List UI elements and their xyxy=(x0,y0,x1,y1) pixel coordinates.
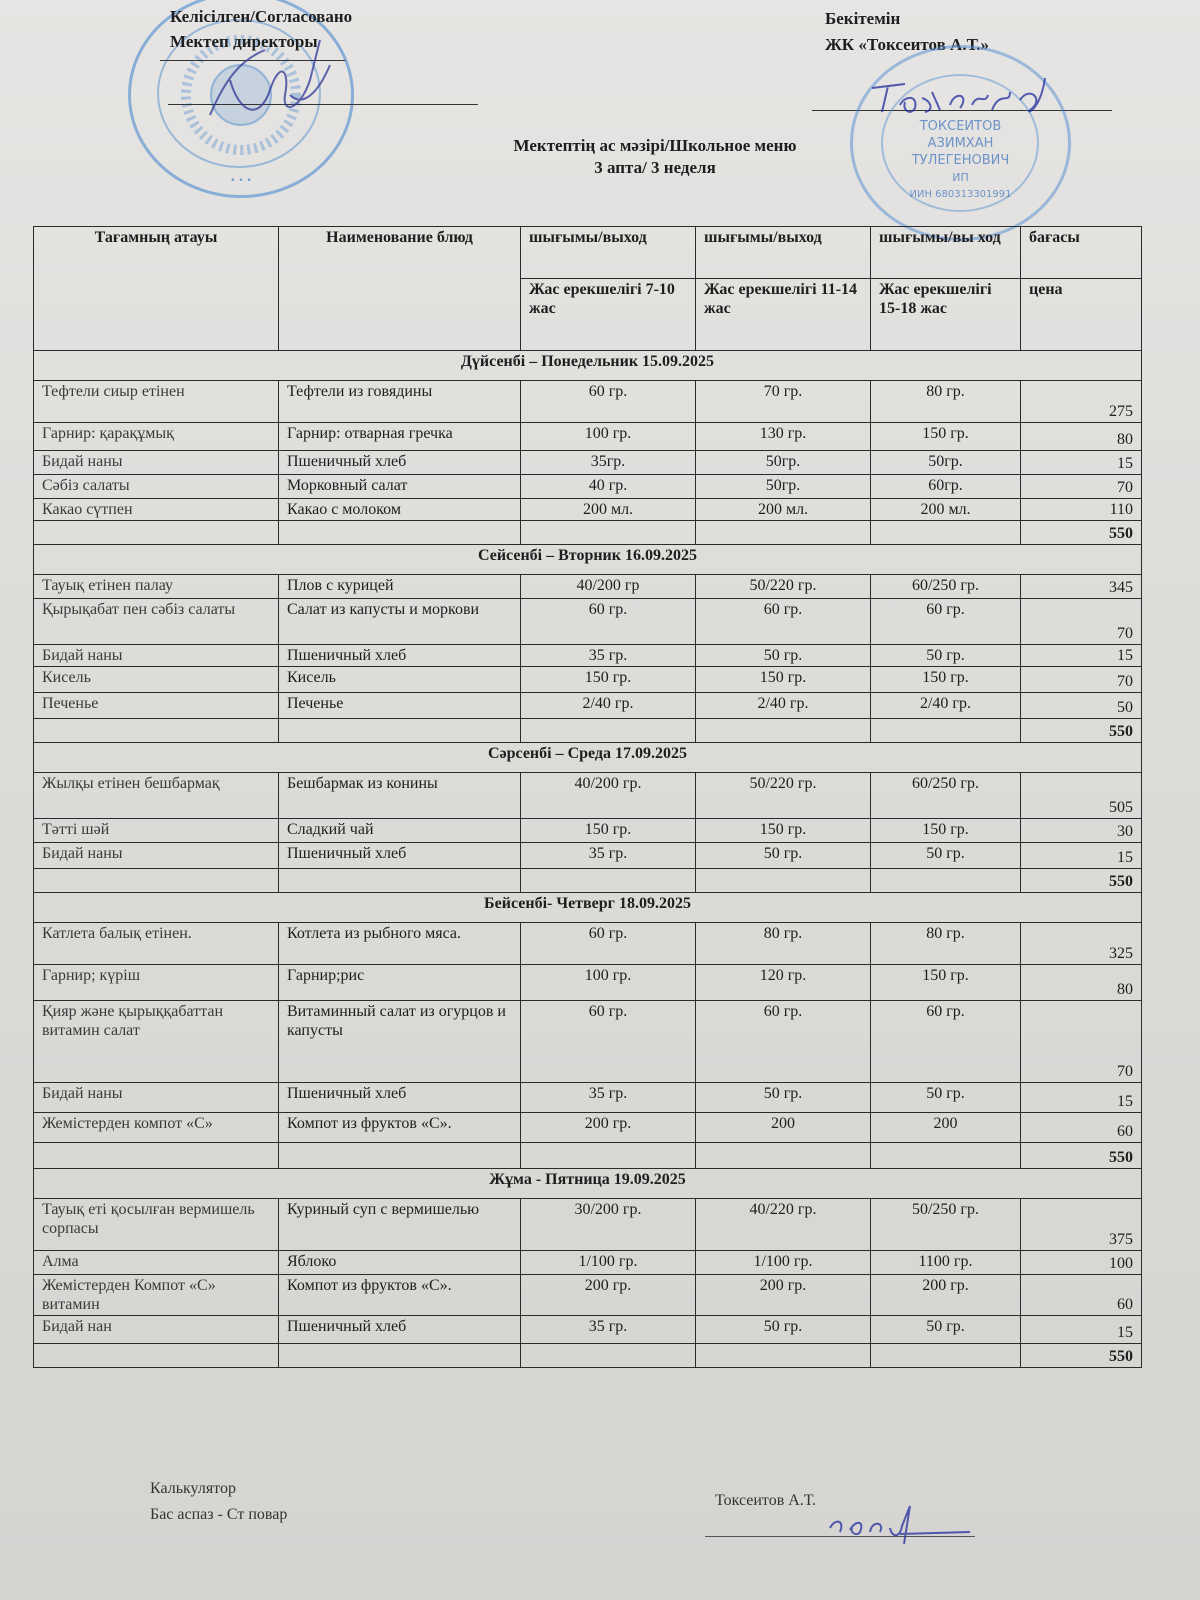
dish-name-kz: Какао сүтпен xyxy=(34,499,279,521)
portion-age-15-18: 150 гр. xyxy=(871,965,1021,1001)
table-row xyxy=(34,1113,1142,1143)
menu-week: 3 апта/ 3 неделя xyxy=(594,158,716,177)
portion-age-11-14: 200 гр. xyxy=(696,1275,871,1316)
dish-name-kz: Тәтті шәй xyxy=(34,819,279,843)
dish-name-ru: Пшеничный хлеб xyxy=(279,451,521,475)
col-header-price-kz: бағасы xyxy=(1021,227,1142,279)
portion-age-15-18: 60/250 гр. xyxy=(871,773,1021,819)
empty-cell xyxy=(696,719,871,743)
day-header-row xyxy=(34,545,1142,575)
table-row xyxy=(34,645,1142,667)
empty-cell xyxy=(696,869,871,893)
col-header-ru-name: Наименование блюд xyxy=(279,227,521,351)
empty-cell xyxy=(521,1143,696,1169)
day-total-price: 550 xyxy=(1021,869,1142,893)
calculator-label: Калькулятор xyxy=(150,1480,236,1497)
empty-cell xyxy=(34,869,279,893)
dish-price: 70 xyxy=(1021,599,1142,645)
svg-text:• • •: • • • xyxy=(230,176,252,186)
dish-price: 15 xyxy=(1021,645,1142,667)
portion-age-7-10: 150 гр. xyxy=(521,667,696,693)
menu-title: Мектептің ас мәзірі/Школьное меню xyxy=(513,136,797,155)
dish-name-ru: Компот из фруктов «С». xyxy=(279,1275,521,1316)
dish-price: 70 xyxy=(1021,1001,1142,1083)
head-cook-signature xyxy=(800,1498,990,1548)
portion-age-7-10: 30/200 гр. xyxy=(521,1199,696,1251)
table-row xyxy=(34,1316,1142,1344)
dish-name-kz: Жемістерден Компот «С» витамин xyxy=(34,1275,279,1316)
portion-age-7-10: 35 гр. xyxy=(521,645,696,667)
dish-name-kz: Бидай наны xyxy=(34,451,279,475)
portion-age-15-18: 60 гр. xyxy=(871,1001,1021,1083)
day-total-price: 550 xyxy=(1021,1344,1142,1368)
portion-age-7-10: 35 гр. xyxy=(521,1316,696,1344)
table-row xyxy=(34,819,1142,843)
menu-title-block xyxy=(0,135,1200,179)
empty-cell xyxy=(279,1344,521,1368)
day-title: Сәрсенбі – Среда 17.09.2025 xyxy=(34,743,1142,773)
portion-age-15-18: 150 гр. xyxy=(871,819,1021,843)
portion-age-15-18: 60/250 гр. xyxy=(871,575,1021,599)
portion-age-11-14: 70 гр. xyxy=(696,381,871,423)
portion-age-15-18: 50 гр. xyxy=(871,1316,1021,1344)
day-total-row xyxy=(34,1143,1142,1169)
dish-name-kz: Қияр және қырыққабаттан витамин салат xyxy=(34,1001,279,1083)
portion-age-7-10: 200 гр. xyxy=(521,1275,696,1316)
portion-age-7-10: 60 гр. xyxy=(521,599,696,645)
empty-cell xyxy=(871,1143,1021,1169)
col-header-output-3: шығымы/вы ход xyxy=(871,227,1021,279)
director-signature xyxy=(170,20,350,130)
portion-age-7-10: 60 гр. xyxy=(521,381,696,423)
entrepreneur-label: ЖК «Токсеитов А.Т.» xyxy=(825,35,989,54)
dish-name-kz: Бидай наны xyxy=(34,843,279,869)
portion-age-11-14: 200 xyxy=(696,1113,871,1143)
table-row xyxy=(34,475,1142,499)
dish-name-kz: Жылқы етінен бешбармақ xyxy=(34,773,279,819)
dish-price: 60 xyxy=(1021,1113,1142,1143)
dish-name-ru: Сладкий чай xyxy=(279,819,521,843)
dish-name-ru: Какао с молоком xyxy=(279,499,521,521)
portion-age-15-18: 60 гр. xyxy=(871,599,1021,645)
empty-cell xyxy=(696,521,871,545)
portion-age-11-14: 2/40 гр. xyxy=(696,693,871,719)
agreed-label: Келісілген/Согласовано xyxy=(170,7,353,26)
dish-name-ru: Морковный салат xyxy=(279,475,521,499)
dish-name-ru: Салат из капусты и моркови xyxy=(279,599,521,645)
day-total-price: 550 xyxy=(1021,521,1142,545)
entrepreneur-signature xyxy=(860,70,1060,120)
portion-age-15-18: 50 гр. xyxy=(871,645,1021,667)
dish-name-kz: Катлета балық етінен. xyxy=(34,923,279,965)
col-header-age-11-14: Жас ерекшелігі 11-14 жас xyxy=(696,279,871,351)
dish-price: 110 xyxy=(1021,499,1142,521)
table-row xyxy=(34,1001,1142,1083)
dish-name-kz: Жемістерден компот «С» xyxy=(34,1113,279,1143)
table-row xyxy=(34,1199,1142,1251)
table-header-row xyxy=(34,227,1142,279)
portion-age-7-10: 35 гр. xyxy=(521,1083,696,1113)
table-row xyxy=(34,575,1142,599)
table-row xyxy=(34,381,1142,423)
portion-age-15-18: 200 мл. xyxy=(871,499,1021,521)
dish-price: 15 xyxy=(1021,1083,1142,1113)
day-title: Сейсенбі – Вторник 16.09.2025 xyxy=(34,545,1142,575)
footer-signer-name: Токсеитов А.Т. xyxy=(715,1492,816,1509)
table-row xyxy=(34,1275,1142,1316)
empty-cell xyxy=(34,719,279,743)
portion-age-15-18: 50/250 гр. xyxy=(871,1199,1021,1251)
day-total-row xyxy=(34,869,1142,893)
empty-cell xyxy=(871,869,1021,893)
portion-age-15-18: 150 гр. xyxy=(871,423,1021,451)
approved-label: Бекітемін xyxy=(825,9,901,28)
empty-cell xyxy=(279,719,521,743)
dish-price: 70 xyxy=(1021,475,1142,499)
portion-age-7-10: 1/100 гр. xyxy=(521,1251,696,1275)
portion-age-7-10: 150 гр. xyxy=(521,819,696,843)
portion-age-15-18: 150 гр. xyxy=(871,667,1021,693)
dish-name-kz: Бидай наны xyxy=(34,1083,279,1113)
portion-age-11-14: 60 гр. xyxy=(696,1001,871,1083)
seal-name: АЗИМХАН xyxy=(927,136,994,151)
dish-name-kz: Кисель xyxy=(34,667,279,693)
day-header-row xyxy=(34,893,1142,923)
portion-age-15-18: 50гр. xyxy=(871,451,1021,475)
dish-name-ru: Печенье xyxy=(279,693,521,719)
dish-name-kz: Печенье xyxy=(34,693,279,719)
portion-age-11-14: 150 гр. xyxy=(696,667,871,693)
dish-price: 505 xyxy=(1021,773,1142,819)
dish-name-kz: Тауық еті қосылған вермишель сорпасы xyxy=(34,1199,279,1251)
dish-name-kz: Гарнир: қарақұмық xyxy=(34,423,279,451)
dish-price: 70 xyxy=(1021,667,1142,693)
day-total-row xyxy=(34,1344,1142,1368)
table-row xyxy=(34,1083,1142,1113)
portion-age-15-18: 60гр. xyxy=(871,475,1021,499)
table-row xyxy=(34,499,1142,521)
dish-name-kz: Қырықабат пен сәбіз салаты xyxy=(34,599,279,645)
portion-age-15-18: 200 гр. xyxy=(871,1275,1021,1316)
col-header-age-15-18: Жас ерекшелігі 15-18 жас xyxy=(871,279,1021,351)
table-row xyxy=(34,667,1142,693)
day-total-price: 550 xyxy=(1021,1143,1142,1169)
empty-cell xyxy=(696,1143,871,1169)
day-title: Жұма - Пятница 19.09.2025 xyxy=(34,1169,1142,1199)
table-row xyxy=(34,843,1142,869)
dish-name-ru: Гарнир: отварная гречка xyxy=(279,423,521,451)
portion-age-11-14: 50 гр. xyxy=(696,1083,871,1113)
table-row xyxy=(34,773,1142,819)
dish-price: 375 xyxy=(1021,1199,1142,1251)
portion-age-7-10: 35гр. xyxy=(521,451,696,475)
portion-age-11-14: 60 гр. xyxy=(696,599,871,645)
empty-cell xyxy=(696,1344,871,1368)
dish-name-kz: Гарнир; күріш xyxy=(34,965,279,1001)
empty-cell xyxy=(34,1344,279,1368)
empty-cell xyxy=(34,521,279,545)
portion-age-11-14: 130 гр. xyxy=(696,423,871,451)
dish-name-ru: Пшеничный хлеб xyxy=(279,1316,521,1344)
day-header-row xyxy=(34,351,1142,381)
day-header-row xyxy=(34,1169,1142,1199)
portion-age-11-14: 150 гр. xyxy=(696,819,871,843)
portion-age-11-14: 50/220 гр. xyxy=(696,773,871,819)
table-row xyxy=(34,451,1142,475)
footer-left-block xyxy=(150,1476,287,1528)
portion-age-15-18: 50 гр. xyxy=(871,1083,1021,1113)
portion-age-7-10: 40/200 гр. xyxy=(521,773,696,819)
seal-iin: ИИН 680313301991 xyxy=(909,189,1012,200)
table-row xyxy=(34,965,1142,1001)
day-header-row xyxy=(34,743,1142,773)
portion-age-11-14: 50гр. xyxy=(696,451,871,475)
portion-age-11-14: 200 мл. xyxy=(696,499,871,521)
dish-name-ru: Бешбармак из конины xyxy=(279,773,521,819)
col-header-output-2: шығымы/выход xyxy=(696,227,871,279)
col-header-price-ru: цена xyxy=(1021,279,1142,351)
portion-age-7-10: 35 гр. xyxy=(521,843,696,869)
dish-price: 15 xyxy=(1021,1316,1142,1344)
empty-cell xyxy=(34,1143,279,1169)
dish-price: 275 xyxy=(1021,381,1142,423)
portion-age-11-14: 50 гр. xyxy=(696,1316,871,1344)
day-total-price: 550 xyxy=(1021,719,1142,743)
table-row xyxy=(34,693,1142,719)
portion-age-7-10: 200 мл. xyxy=(521,499,696,521)
dish-name-ru: Витаминный салат из огурцов и капусты xyxy=(279,1001,521,1083)
dish-price: 50 xyxy=(1021,693,1142,719)
dish-name-kz: Бидай нан xyxy=(34,1316,279,1344)
dish-name-ru: Пшеничный хлеб xyxy=(279,1083,521,1113)
dish-name-kz: Алма xyxy=(34,1251,279,1275)
empty-cell xyxy=(871,521,1021,545)
dish-name-kz: Тефтели сиыр етінен xyxy=(34,381,279,423)
dish-price: 345 xyxy=(1021,575,1142,599)
dish-name-kz: Бидай наны xyxy=(34,645,279,667)
col-header-kz-name: Тағамның атауы xyxy=(34,227,279,351)
col-header-age-7-10: Жас ерекшелігі 7-10 жас xyxy=(521,279,696,351)
portion-age-11-14: 50гр. xyxy=(696,475,871,499)
portion-age-7-10: 100 гр. xyxy=(521,965,696,1001)
dish-name-ru: Тефтели из говядины xyxy=(279,381,521,423)
empty-cell xyxy=(279,1143,521,1169)
portion-age-15-18: 50 гр. xyxy=(871,843,1021,869)
dish-name-ru: Плов с курицей xyxy=(279,575,521,599)
portion-age-7-10: 2/40 гр. xyxy=(521,693,696,719)
dish-name-kz: Сәбіз салаты xyxy=(34,475,279,499)
dish-price: 60 xyxy=(1021,1275,1142,1316)
menu-table xyxy=(33,226,1142,1368)
menu-table-body xyxy=(34,351,1142,1368)
dish-price: 80 xyxy=(1021,423,1142,451)
empty-cell xyxy=(521,1344,696,1368)
portion-age-11-14: 120 гр. xyxy=(696,965,871,1001)
seal-type: ИП xyxy=(952,171,969,184)
day-title: Бейсенбі- Четверг 18.09.2025 xyxy=(34,893,1142,923)
table-row xyxy=(34,1251,1142,1275)
dish-price: 30 xyxy=(1021,819,1142,843)
day-total-row xyxy=(34,719,1142,743)
table-row xyxy=(34,599,1142,645)
dish-name-kz: Тауық етінен палау xyxy=(34,575,279,599)
empty-cell xyxy=(521,719,696,743)
portion-age-7-10: 200 гр. xyxy=(521,1113,696,1143)
portion-age-7-10: 60 гр. xyxy=(521,1001,696,1083)
portion-age-11-14: 80 гр. xyxy=(696,923,871,965)
dish-name-ru: Кисель xyxy=(279,667,521,693)
portion-age-11-14: 50 гр. xyxy=(696,645,871,667)
portion-age-15-18: 80 гр. xyxy=(871,381,1021,423)
dish-price: 15 xyxy=(1021,451,1142,475)
empty-cell xyxy=(279,521,521,545)
empty-cell xyxy=(871,719,1021,743)
dish-price: 325 xyxy=(1021,923,1142,965)
empty-cell xyxy=(521,521,696,545)
table-row xyxy=(34,423,1142,451)
portion-age-15-18: 2/40 гр. xyxy=(871,693,1021,719)
seal-surname: ТОКСЕИТОВ xyxy=(919,119,1002,134)
dish-name-ru: Пшеничный хлеб xyxy=(279,843,521,869)
portion-age-7-10: 60 гр. xyxy=(521,923,696,965)
portion-age-15-18: 200 xyxy=(871,1113,1021,1143)
portion-age-7-10: 40 гр. xyxy=(521,475,696,499)
dish-name-ru: Гарнир;рис xyxy=(279,965,521,1001)
portion-age-11-14: 1/100 гр. xyxy=(696,1251,871,1275)
portion-age-7-10: 40/200 гр xyxy=(521,575,696,599)
seal-patronymic: ТУЛЕГЕНОВИЧ xyxy=(911,153,1010,168)
dish-price: 15 xyxy=(1021,843,1142,869)
dish-name-ru: Куриный суп с вермишелью xyxy=(279,1199,521,1251)
dish-price: 100 xyxy=(1021,1251,1142,1275)
dish-name-ru: Пшеничный хлеб xyxy=(279,645,521,667)
day-title: Дүйсенбі – Понедельник 15.09.2025 xyxy=(34,351,1142,381)
dish-name-ru: Компот из фруктов «С». xyxy=(279,1113,521,1143)
empty-cell xyxy=(871,1344,1021,1368)
school-director-label: Мектеп директоры xyxy=(170,32,318,51)
dish-name-ru: Яблоко xyxy=(279,1251,521,1275)
col-header-output-1: шығымы/выход xyxy=(521,227,696,279)
dish-price: 80 xyxy=(1021,965,1142,1001)
portion-age-15-18: 80 гр. xyxy=(871,923,1021,965)
empty-cell xyxy=(279,869,521,893)
portion-age-7-10: 100 гр. xyxy=(521,423,696,451)
portion-age-11-14: 50/220 гр. xyxy=(696,575,871,599)
empty-cell xyxy=(521,869,696,893)
table-row xyxy=(34,923,1142,965)
portion-age-11-14: 40/220 гр. xyxy=(696,1199,871,1251)
head-cook-label: Бас аспаз - Ст повар xyxy=(150,1506,288,1523)
dish-name-ru: Котлета из рыбного мяса. xyxy=(279,923,521,965)
portion-age-11-14: 50 гр. xyxy=(696,843,871,869)
portion-age-15-18: 1100 гр. xyxy=(871,1251,1021,1275)
day-total-row xyxy=(34,521,1142,545)
